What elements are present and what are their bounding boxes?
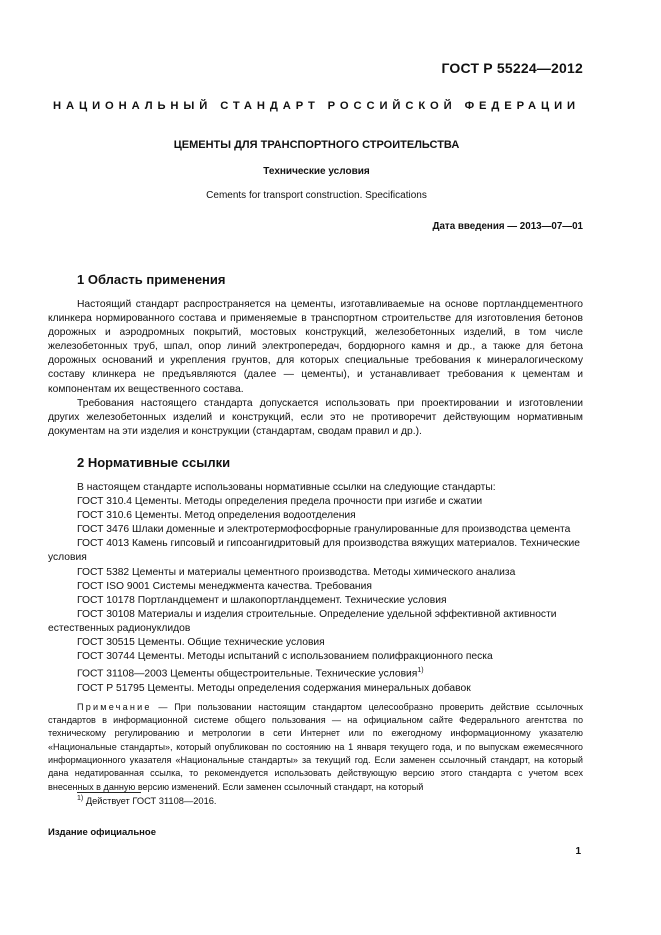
standard-code: ГОСТ Р 55224—2012 bbox=[441, 60, 583, 76]
footnote-marker: 1) bbox=[417, 667, 424, 675]
footnote-mark: 1) bbox=[77, 795, 84, 802]
reference-text: ГОСТ 31108—2003 Цементы общестроительные. Технические условия bbox=[77, 668, 418, 680]
footnote-text: Действует ГОСТ 31108—2016. bbox=[83, 796, 217, 807]
document-body bbox=[48, 272, 583, 794]
section-1-heading: 1 Область применения bbox=[77, 272, 226, 287]
section-1-paragraph: Настоящий стандарт распространяется на цементы, изготавливаемые на основе портландцементного клинкера нормированного состава и применяемые в транспортном строительстве для изготовления бетонов дорожных и аэродромных покрытий, мостовых конструкций, железобетонных изделий, в том числе железобетонных труб, шпал, опор линий электропередач, бордюрного камня и др., а также для бетона дорожных оснований и укрепления грунтов, для которых специальные требования к минералогическому составу клинкера не предъявляются (далее — цементы), и устанавливает требования к цементам и компонентам их вещественного состава. bbox=[48, 299, 583, 395]
reference-item: ГОСТ 4013 Камень гипсовый и гипсоангидритовый для производства вяжущих материалов. Технические условия bbox=[48, 538, 581, 564]
references-intro: В настоящем стандарте использованы нормативные ссылки на следующие стандарты: bbox=[77, 481, 496, 493]
national-standard-banner: НАЦИОНАЛЬНЫЙ СТАНДАРТ РОССИЙСКОЙ ФЕДЕРАЦИИ bbox=[53, 100, 580, 112]
page-number: 1 bbox=[575, 846, 581, 857]
document-title: ЦЕМЕНТЫ ДЛЯ ТРАНСПОРТНОГО СТРОИТЕЛЬСТВА bbox=[173, 139, 460, 151]
footnote bbox=[77, 795, 217, 806]
introduction-date: Дата введения — 2013—07—01 bbox=[432, 221, 583, 232]
reference-item: ГОСТ 5382 Цементы и материалы цементного производства. Методы химического анализа bbox=[77, 566, 516, 578]
reference-item: ГОСТ 310.6 Цементы. Метод определения водоотделения bbox=[77, 510, 356, 522]
reference-item: ГОСТ 10178 Портландцемент и шлакопортландцемент. Технические условия bbox=[77, 594, 447, 606]
note-label: Примечание bbox=[77, 701, 152, 712]
reference-item bbox=[48, 664, 583, 682]
reference-item: ГОСТ 3476 Шлаки доменные и электротермофосфорные гранулированные для производства цемента bbox=[77, 524, 571, 536]
reference-item: ГОСТ 30515 Цементы. Общие технические условия bbox=[77, 636, 325, 648]
note-paragraph bbox=[48, 701, 583, 794]
reference-item: ГОСТ 310.4 Цементы. Методы определения предела прочности при изгибе и сжатии bbox=[77, 496, 483, 508]
footnote-divider bbox=[77, 792, 141, 793]
edition-label: Издание официальное bbox=[48, 827, 156, 838]
section-1-paragraph: Требования настоящего стандарта допускается использовать при проектировании и изготовлении других железобетонных изделий и конструкций, если это не противоречит действующим нормативным документам на эти изделия и конструкции (стандартам, сводам правил и др.). bbox=[48, 397, 583, 437]
note-text: — При пользовании настоящим стандартом целесообразно проверить действие ссылочных стандартов в информационной системе общего пользования — на официальном сайте Федерального агентства по техническому регулированию и метрологии в сети Интернет или по ежегодному информационному указателю «Национальные стандарты», который опубликован по состоянию на 1 января текущего года, и по выпускам ежемесячного информационного указателя «Национальные стандарты» за текущий год. Если заменен ссылочный стандарт, на который дана недатированная ссылка, то рекомендуется использовать действующую версию этого стандарта с учетом всех внесенных в данную версию изменений. Если заменен ссылочный стандарт, на который bbox=[48, 701, 583, 792]
reference-item: ГОСТ 30744 Цементы. Методы испытаний с использованием полифракционного песка bbox=[77, 651, 493, 663]
section-2-heading: 2 Нормативные ссылки bbox=[77, 454, 231, 470]
document-subtitle: Технические условия bbox=[263, 166, 370, 177]
reference-item: ГОСТ ISO 9001 Системы менеджмента качества. Требования bbox=[77, 580, 372, 592]
reference-item: ГОСТ 30108 Материалы и изделия строительные. Определение удельной эффективной активности естественных радионуклидов bbox=[48, 608, 557, 634]
english-title: Cements for transport construction. Specifications bbox=[206, 190, 427, 201]
reference-item: ГОСТ Р 51795 Цементы. Методы определения содержания минеральных добавок bbox=[77, 682, 471, 694]
